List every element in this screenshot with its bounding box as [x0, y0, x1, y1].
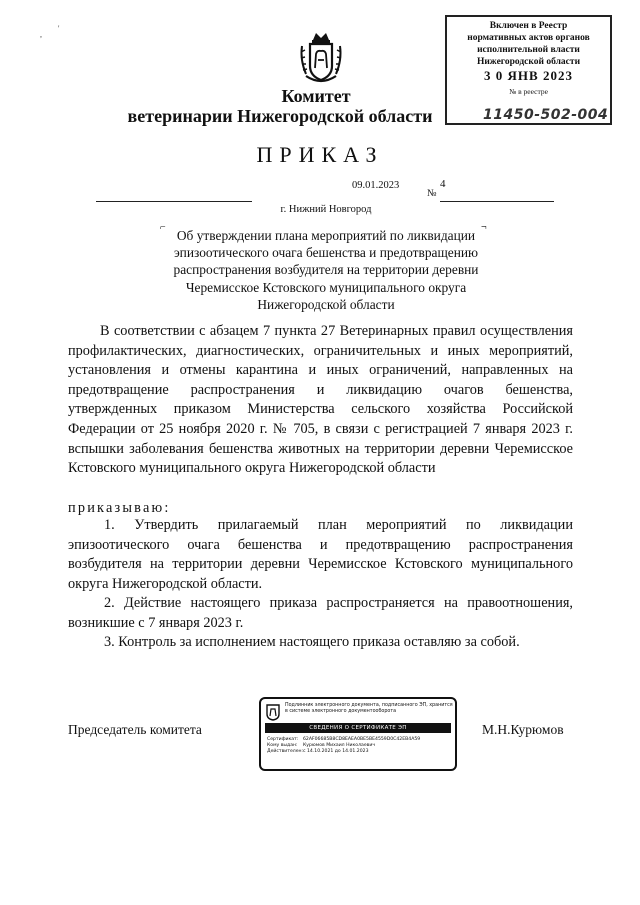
- order-subject: Об утверждении плана мероприятий по ликвидации эпизоотического очага бешенства и предотвращению распространения возбудителя на территории деревни Черемисское Кстовского муниципального округа Нижегородской области: [173, 228, 479, 312]
- number-rule: [440, 201, 554, 202]
- coat-of-arms-icon: [298, 30, 344, 86]
- esig-cert-value: 62AF06685B8CD8EAEA0BE5BE4559D0C42EB4A59: [303, 737, 421, 742]
- order-item: 2. Действие настоящего приказа распространяется на правоотношения, возникшие с 7 января 2023 г.: [68, 595, 573, 631]
- stamp-line: Нижегородской области: [476, 57, 581, 67]
- esig-valid-label: Действителен:: [267, 749, 304, 754]
- esig-header: СВЕДЕНИЯ О СЕРТИФИКАТЕ ЭП: [265, 723, 451, 733]
- coat-of-arms-icon: [266, 703, 280, 721]
- esig-note: Подлинник электронного документа, подписанного ЭП, хранится в системе электронного документооборота: [285, 703, 453, 714]
- subject-corner-right: ¬: [481, 222, 487, 233]
- stamp-line: нормативных актов органов: [467, 33, 590, 43]
- order-item: 1. Утвердить прилагаемый план мероприятий по ликвидации эпизоотического очага бешенства и предотвращению распространения возбудителя на территории деревни Черемисское Кстовского муниципального округа Нижегородской области.: [68, 517, 573, 592]
- org-name-line1: Комитет: [281, 86, 351, 106]
- date-rule: [96, 201, 252, 202]
- document-title: ПРИКАЗ: [256, 142, 384, 167]
- esig-valid-row: [267, 749, 369, 755]
- stamp-line: Включен в Реестр: [489, 21, 568, 31]
- order-verb: приказываю:: [68, 500, 171, 516]
- scan-speck: ,: [40, 30, 42, 39]
- stamp-reg-caption: № в реестре: [509, 87, 548, 96]
- stamp-date: 3 0 ЯНВ 2023: [484, 68, 573, 83]
- signatory-name: М.Н.Курюмов: [482, 722, 564, 737]
- city: г. Нижний Новгород: [280, 204, 372, 215]
- stamp-reg-underline: [477, 124, 604, 125]
- order-item: 3. Контроль за исполнением настоящего приказа оставляю за собой.: [104, 634, 520, 650]
- stamp-reg-number: 11450-502-004: [483, 107, 609, 123]
- scan-speck: ': [58, 24, 60, 33]
- org-name-line2: ветеринарии Нижегородской области: [127, 106, 433, 126]
- electronic-signature-block: [259, 697, 457, 771]
- signatory-position: Председатель комитета: [68, 722, 202, 737]
- esig-owner-label: Кому выдан:: [267, 743, 298, 748]
- esig-valid-value: с 14.10.2021 до 14.01.2023: [303, 749, 369, 754]
- stamp-line: исполнительной власти: [477, 45, 580, 55]
- esig-cert-label: Сертификат:: [267, 737, 299, 742]
- order-number: 4: [440, 178, 446, 190]
- esig-owner-value: Курюмов Михаил Николаевич: [303, 743, 376, 748]
- order-number-label: №: [427, 188, 437, 199]
- subject-corner-left: ⌐: [160, 222, 166, 233]
- order-date: 09.01.2023: [352, 180, 400, 191]
- preamble-paragraph: В соответствии с абзацем 7 пункта 27 Ветеринарных правил осуществления профилактических, диагностических, ограничительных и иных мероприятий, установления и отмены карантина и иных ограничений, направленных на предотвращение распространения и ликвидацию очагов бешенства, утвержденных приказом Министерства сельского хозяйства Российской Федерации от 25 ноября 2020 г. № 705, в связи с регистрацией 7 января 2023 г. вспышки заболевания бешенства животных на территории деревни Черемисское Кстовского муниципального округа Нижегородской области: [68, 323, 573, 477]
